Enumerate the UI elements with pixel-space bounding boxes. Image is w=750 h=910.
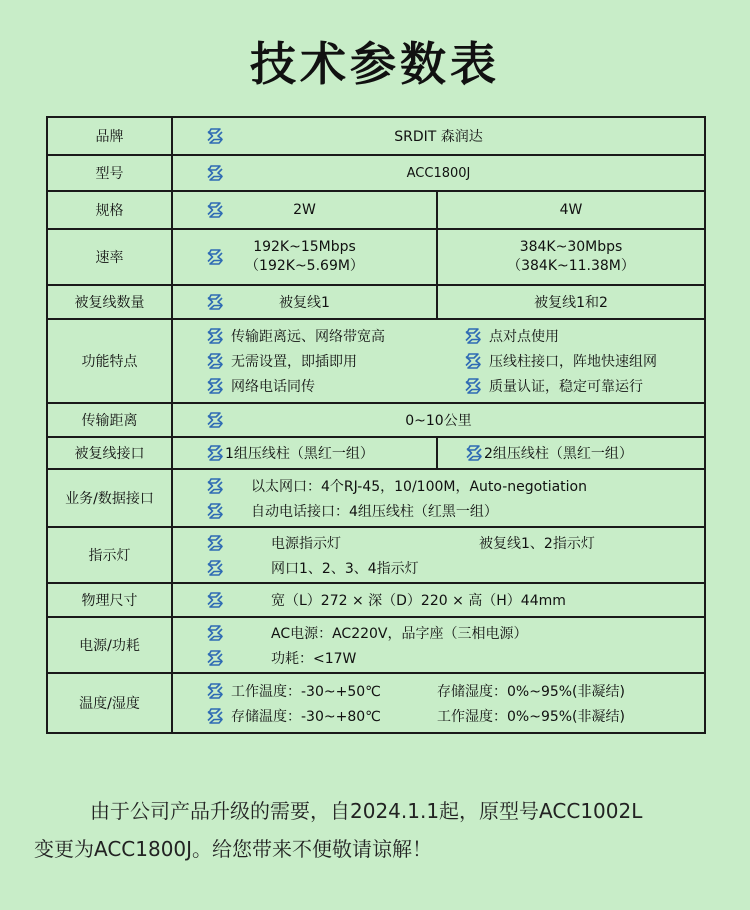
lines-left: 被复线1	[279, 295, 330, 311]
row-line-port	[47, 437, 705, 469]
row-label: 电源/功耗	[47, 617, 172, 673]
distance-value: 0~10公里	[405, 413, 472, 429]
brand-logo-icon	[205, 443, 225, 463]
row-power	[47, 617, 705, 673]
row-label: 被复线接口	[47, 437, 172, 469]
size-value: 宽（L）272 × 深（D）220 × 高（H）44mm	[271, 593, 566, 609]
feature-item: 质量认证，稳定可靠运行	[489, 379, 643, 395]
row-indicator	[47, 527, 705, 583]
brand-logo-icon	[205, 410, 225, 430]
temp-work: 工作温度：-30~+50℃	[231, 683, 381, 700]
row-distance	[47, 403, 705, 437]
indicator-lines: 被复线1、2指示灯	[479, 535, 595, 552]
brand-logo-icon	[205, 558, 225, 578]
row-label: 指示灯	[47, 527, 172, 583]
row-label: 速率	[47, 229, 172, 285]
notice-line-2: 变更为ACC1800J。给您带来不便敬请谅解！	[34, 837, 433, 861]
data-port-line2: 自动电话接口：4组压线柱（红黑一组）	[251, 503, 498, 520]
row-lines	[47, 285, 705, 319]
line-port-left: 1组压线柱（黑红一组）	[225, 446, 374, 462]
power-line2: 功耗：<17W	[271, 650, 357, 667]
spec-left: 2W	[293, 202, 316, 218]
brand-logo-icon	[205, 501, 225, 521]
brand-logo-icon	[205, 326, 225, 346]
humidity-work: 工作湿度：0%~95%(非凝结)	[437, 708, 625, 725]
brand-logo-icon	[205, 681, 225, 701]
brand-logo-icon	[205, 247, 225, 267]
brand-logo-icon	[205, 623, 225, 643]
row-label: 温度/湿度	[47, 673, 172, 733]
row-label: 规格	[47, 191, 172, 229]
row-label: 功能特点	[47, 319, 172, 403]
brand-value: SRDIT 森润达	[394, 129, 483, 145]
row-spec	[47, 191, 705, 229]
row-size	[47, 583, 705, 617]
row-label: 品牌	[47, 117, 172, 155]
brand-logo-icon	[205, 292, 225, 312]
rate-left-2: （192K~5.69M）	[245, 258, 364, 274]
row-label: 传输距离	[47, 403, 172, 437]
lines-right: 被复线1和2	[534, 295, 608, 311]
humidity-storage: 存储湿度：0%~95%(非凝结)	[437, 683, 625, 700]
indicator-ports: 网口1、2、3、4指示灯	[271, 560, 419, 577]
row-features	[47, 319, 705, 403]
line-port-right: 2组压线柱（黑红一组）	[484, 446, 633, 462]
brand-logo-icon	[205, 126, 225, 146]
row-temp	[47, 673, 705, 733]
feature-item: 压线柱接口，阵地快速组网	[489, 354, 657, 370]
row-label: 被复线数量	[47, 285, 172, 319]
brand-logo-icon	[464, 443, 484, 463]
brand-logo-icon	[205, 376, 225, 396]
feature-item: 传输距离远、网络带宽高	[231, 329, 385, 345]
temp-storage: 存储温度：-30~+80℃	[231, 708, 381, 725]
brand-logo-icon	[205, 163, 225, 183]
row-label: 物理尺寸	[47, 583, 172, 617]
spec-right: 4W	[559, 202, 583, 218]
brand-logo-icon	[463, 326, 483, 346]
notice-line-1: 由于公司产品升级的需要，自2024.1.1起，原型号ACC1002L	[90, 799, 643, 823]
feature-item: 无需设置，即插即用	[231, 354, 357, 370]
model-value: ACC1800J	[406, 165, 471, 181]
row-rate	[47, 229, 705, 285]
brand-logo-icon	[205, 706, 225, 726]
data-port-line1: 以太网口：4个RJ-45，10/100M，Auto-negotiation	[251, 478, 587, 495]
brand-logo-icon	[463, 376, 483, 396]
upgrade-notice	[34, 792, 724, 868]
brand-logo-icon	[205, 590, 225, 610]
feature-item: 网络电话同传	[231, 379, 315, 395]
row-model	[47, 155, 705, 191]
row-data-port	[47, 469, 705, 527]
row-label: 型号	[47, 155, 172, 191]
spec-table	[46, 116, 706, 734]
brand-logo-icon	[205, 351, 225, 371]
brand-logo-icon	[463, 351, 483, 371]
brand-logo-icon	[205, 648, 225, 668]
rate-left-1: 192K~15Mbps	[253, 239, 356, 255]
feature-item: 点对点使用	[489, 329, 559, 345]
brand-logo-icon	[205, 533, 225, 553]
power-line1: AC电源：AC220V，品字座（三相电源）	[271, 625, 528, 642]
brand-logo-icon	[205, 200, 225, 220]
page-title: 技术参数表	[250, 37, 500, 91]
row-brand	[47, 117, 705, 155]
row-label: 业务/数据接口	[47, 469, 172, 527]
rate-right-2: （384K~11.38M）	[507, 258, 635, 274]
brand-logo-icon	[205, 476, 225, 496]
rate-right-1: 384K~30Mbps	[519, 239, 623, 255]
indicator-power: 电源指示灯	[271, 535, 341, 552]
